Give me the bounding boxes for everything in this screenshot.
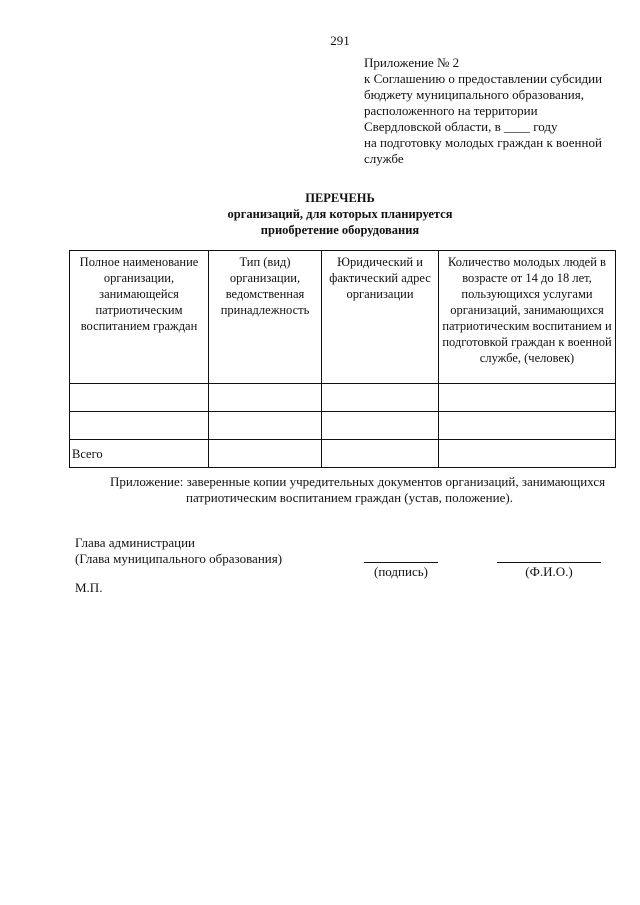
table-cell bbox=[439, 384, 616, 412]
table-cell bbox=[209, 384, 322, 412]
attachment-note bbox=[110, 474, 620, 506]
appendix-line: Приложение № 2 bbox=[364, 55, 460, 70]
signature-caption: (подпись) bbox=[374, 564, 428, 579]
organizations-table bbox=[69, 250, 616, 468]
appendix-line: к Соглашению о предоставлении субсидии bbox=[364, 71, 603, 86]
table-cell bbox=[439, 440, 616, 468]
header-org-name: Полное наименование организации, занимающейся патриотическим воспитанием граждан bbox=[70, 251, 209, 384]
note-line-2: патриотическим воспитанием граждан (устав, положение). bbox=[186, 490, 513, 505]
position-line-1: Глава администрации bbox=[75, 535, 196, 550]
table-row bbox=[70, 412, 616, 440]
table-cell bbox=[322, 440, 439, 468]
header-org-type: Тип (вид) организации, ведомственная принадлежность bbox=[209, 251, 322, 384]
heading-subtitle-1: организаций, для которых планируется bbox=[227, 207, 453, 221]
table-cell bbox=[70, 412, 209, 440]
table-cell bbox=[70, 384, 209, 412]
note-line-1: Приложение: заверенные копии учредительных документов организаций, занимающихся bbox=[110, 474, 606, 489]
signatory-position bbox=[75, 535, 282, 567]
table-cell bbox=[209, 412, 322, 440]
table-row bbox=[70, 384, 616, 412]
appendix-line: Свердловской области, в ____ году bbox=[364, 119, 558, 134]
position-line-2: (Глава муниципального образования) bbox=[75, 551, 283, 566]
name-line bbox=[497, 562, 601, 563]
table-header-row bbox=[70, 251, 616, 384]
header-youth-count: Количество молодых людей в возрасте от 14 до 18 лет, пользующихся услугами организаций, занимающихся патриотическим воспитанием и подготовкой граждан к военной службе, (человек) bbox=[439, 251, 616, 384]
heading-title: ПЕРЕЧЕНЬ bbox=[305, 191, 375, 205]
header-org-address: Юридический и фактический адрес организации bbox=[322, 251, 439, 384]
appendix-line: расположенного на территории bbox=[364, 103, 538, 118]
table-cell bbox=[322, 384, 439, 412]
appendix-line: бюджету муниципального образования, bbox=[364, 87, 584, 102]
table-cell bbox=[322, 412, 439, 440]
appendix-block bbox=[364, 55, 614, 167]
table-cell bbox=[209, 440, 322, 468]
name-caption: (Ф.И.О.) bbox=[525, 564, 573, 579]
total-label: Всего bbox=[70, 440, 209, 468]
appendix-line: на подготовку молодых граждан к военной bbox=[364, 135, 602, 150]
table-total-row bbox=[70, 440, 616, 468]
heading-subtitle-2: приобретение оборудования bbox=[260, 223, 420, 237]
seal-label: М.П. bbox=[75, 580, 103, 595]
document-heading bbox=[0, 190, 640, 238]
page-number: 291 bbox=[330, 33, 350, 48]
appendix-line: службе bbox=[364, 151, 404, 166]
table-cell bbox=[439, 412, 616, 440]
signature-line bbox=[364, 562, 438, 563]
